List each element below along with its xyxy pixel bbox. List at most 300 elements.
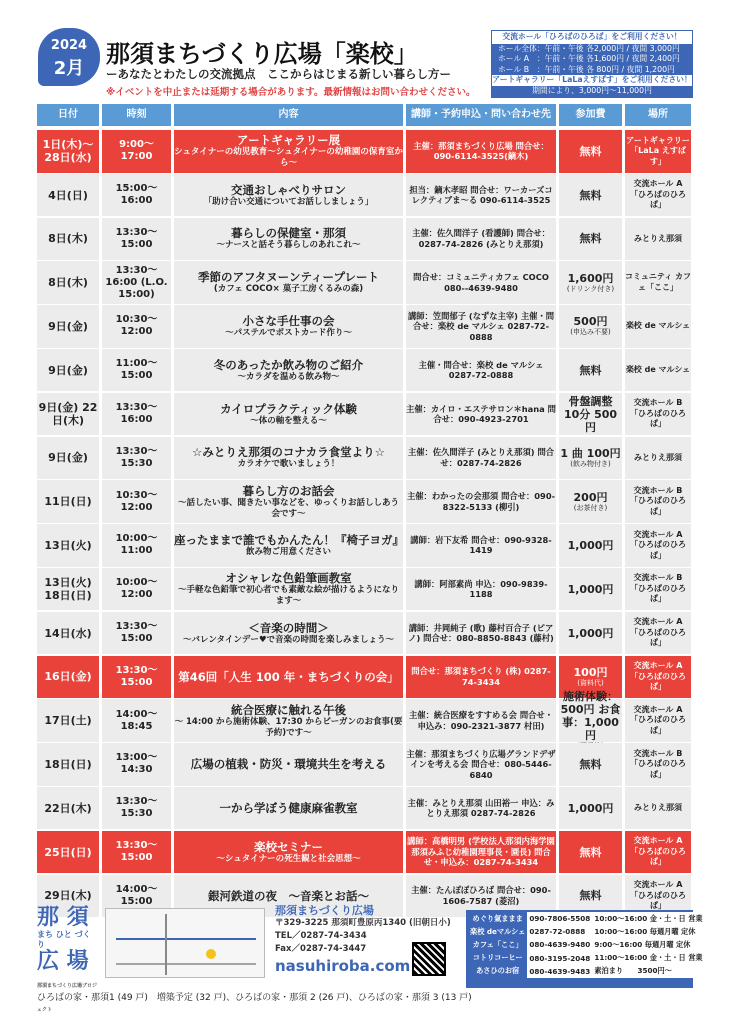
fee-note: (申込み不要)	[570, 328, 611, 337]
time-text: 13:30〜 15:30	[115, 796, 158, 820]
event-content	[174, 437, 403, 480]
event-place	[625, 831, 691, 874]
place-text: 交流ホール A 「ひろばのひろば」	[630, 179, 686, 210]
event-date	[37, 174, 99, 217]
event-place	[625, 524, 691, 567]
event-date	[37, 568, 99, 611]
table-row	[37, 393, 694, 436]
event-time	[102, 305, 171, 348]
date-text: 4日(日)	[48, 188, 88, 202]
gallery-price: 期間により、3,000円〜11,000円	[532, 85, 652, 95]
access-map	[105, 908, 265, 978]
fee-text: 施術体験：500円 お食事：1,000円	[560, 690, 621, 743]
header	[0, 0, 730, 100]
place-text: 楽校 de マルシェ	[625, 321, 691, 331]
fee-text: 1,600円	[567, 271, 614, 285]
date-text: 8日(木)	[48, 276, 88, 290]
time-text: 14:00〜 15:00	[115, 883, 158, 907]
event-time	[102, 393, 171, 436]
event-date	[37, 831, 99, 874]
event-place	[625, 787, 691, 830]
event-content	[174, 524, 403, 567]
event-fee	[559, 568, 622, 611]
col-fee: 参加費	[559, 104, 622, 126]
place-text: 交流ホール B 「ひろばのひろば」	[630, 398, 686, 429]
event-contact	[406, 174, 556, 217]
event-subtitle: 〜パステルでポストカード作り〜	[225, 327, 352, 338]
event-place	[625, 656, 691, 699]
date-text: 22日(木)	[44, 801, 92, 815]
notice-text: ※イベントを中止または延期する場合があります。最新情報はお問い合わせください。	[106, 87, 476, 98]
time-text: 13:30〜 15:00	[115, 621, 158, 645]
date-text: 16日(金)	[44, 670, 92, 684]
page-subtitle: ーあなたとわたしの交流拠点 ここからはじまる新しい暮らし方ー	[106, 67, 451, 81]
qr-code-icon	[412, 942, 446, 976]
hall-head: 交流ホール「ひろばのひろば」をご利用ください！	[492, 31, 692, 44]
event-subtitle: 〜ナースと話そう暮らしのあれこれ〜	[216, 240, 361, 251]
shop-info: 素泊まり 3500円〜	[592, 965, 704, 978]
contact-text: 講師：阿部素尚 申込：090-9839-1188	[414, 578, 548, 600]
event-subtitle: 〜体の軸を整える〜	[250, 415, 327, 426]
event-time	[102, 437, 171, 480]
event-content	[174, 305, 403, 348]
shop-row	[468, 965, 705, 978]
event-title: 広場の植栽・防災・環境共生を考える	[190, 757, 387, 772]
hall-rate: ホール A ：午前・午後 各1,600円 / 夜間 2,400円	[498, 54, 680, 63]
map-graphic	[106, 909, 264, 977]
fee-text: 無料	[579, 363, 602, 377]
event-title: 統合医療に触れる午後	[231, 702, 346, 717]
event-fee	[559, 831, 622, 874]
event-contact	[406, 831, 556, 874]
shop-list	[466, 910, 703, 988]
time-text: 10:00〜 12:00	[115, 577, 158, 601]
shop-info: 10:00〜16:00 毎週月曜 定休	[592, 925, 704, 938]
fax: Fax／0287-74-3447	[275, 944, 367, 954]
time-text: 13:30〜16:00 (L.O. 15:00)	[105, 264, 168, 300]
contact-text: 主催：統合医療をすすめる会 問合せ・申込み：090-2321-3877 村田)	[408, 710, 554, 731]
event-time	[102, 656, 171, 699]
event-fee	[559, 743, 622, 786]
table-row	[37, 130, 694, 173]
fee-text: 無料	[579, 889, 602, 903]
contact-text: 講師：岩下友希 問合せ：090-9328-1419	[410, 534, 552, 556]
event-fee	[559, 612, 622, 655]
logo-mid: まち ひと づくり	[37, 930, 91, 949]
place-text: アートギャラリー「LaLa えすぱす」	[626, 135, 690, 166]
place-text: 交流ホール B 「ひろばのひろば」	[630, 573, 686, 604]
fee-text: 1,000円	[567, 538, 614, 552]
place-text: 交流ホール A 「ひろばのひろば」	[630, 880, 686, 911]
event-contact	[406, 130, 556, 173]
event-place	[625, 174, 691, 217]
footer	[0, 898, 730, 1024]
event-subtitle: 飲み物ご用意ください	[245, 546, 331, 557]
gallery-head: アートギャラリー「LaLaえすぱす」をご利用ください！	[492, 75, 692, 84]
event-subtitle: シュタイナーの幼児教育〜シュタイナーの幼稚園の保育室から〜	[174, 147, 403, 169]
table-row	[37, 612, 694, 655]
housing-note: ひろばの家・那須1 (49 戸) 増築予定 (32 戸)、ひろばの家・那須 2 (26 戸)、ひろばの家・那須 3 (13 戸)	[37, 993, 472, 1003]
event-content	[174, 743, 403, 786]
event-place	[625, 437, 691, 480]
contact-text: 主催：那須まちづくり広場 問合せ：090-6114-3525(鏑木)	[413, 140, 549, 162]
date-text: 9日(金)	[48, 451, 88, 465]
date-text: 1日(木)〜 28日(水)	[42, 138, 94, 165]
table-row	[37, 524, 694, 567]
event-title: オシャレな色鉛筆画教室	[225, 571, 352, 586]
date-text: 8日(木)	[48, 232, 88, 246]
event-title: 暮らしの保健室・那須	[231, 226, 346, 241]
event-place	[625, 568, 691, 611]
table-row	[37, 787, 694, 830]
event-fee	[559, 218, 622, 261]
date-text: 13日(火)	[44, 538, 92, 552]
event-fee	[559, 524, 622, 567]
shop-name: 楽校 deマルシェ	[470, 926, 526, 936]
place-text: 交流ホール B 「ひろばのひろば」	[630, 485, 686, 516]
event-contact	[406, 393, 556, 436]
event-content	[174, 393, 403, 436]
event-place	[625, 480, 691, 523]
event-date	[37, 349, 99, 392]
col-date: 日付	[37, 104, 99, 126]
event-fee	[559, 690, 622, 743]
event-place	[625, 218, 691, 261]
contact-text: 主催：佐久間洋子 (看護師) 問合せ：0287-74-2826 (みとりえ那須)	[412, 228, 550, 249]
event-time	[102, 612, 171, 655]
date-text: 9日(金)	[48, 363, 88, 377]
fee-text: 無料	[579, 232, 602, 246]
place-text: みとりえ那須	[634, 452, 682, 462]
event-time	[102, 349, 171, 392]
event-date	[37, 218, 99, 261]
contact-text: 主催：たんぽぽひろば 問合せ：090-1606-7587 (菱沼)	[411, 885, 551, 906]
place-text: 交流ホール A 「ひろばのひろば」	[630, 617, 686, 648]
event-subtitle: 〜 14:00 から施術体験、17:30 からビーガンのお食事(要予約)です〜	[174, 716, 403, 738]
event-subtitle: 〜話したい事、聞きたい事などを、ゆっくりお話ししあう会です〜	[178, 497, 399, 519]
col-content: 内容	[174, 104, 403, 126]
table-row	[37, 437, 694, 480]
event-title: 銀河鉄道の夜 〜音楽とお話〜	[208, 888, 369, 903]
time-text: 10:00〜 11:00	[115, 533, 158, 557]
fee-text: 無料	[579, 845, 602, 859]
event-contact	[406, 218, 556, 261]
contact-text: 講師：井岡純子 (歌) 藤村百合子 (ピアノ) 問合せ：080-8850-8843 (藤村)	[408, 622, 554, 644]
event-subtitle: カラオケで歌いましょう！	[237, 459, 340, 470]
fee-text: 1,000円	[567, 626, 614, 640]
event-contact	[406, 305, 556, 348]
event-title: 一から学ぼう健康麻雀教室	[219, 801, 358, 816]
event-subtitle: 〜カラダを温める飲み物〜	[237, 371, 340, 382]
event-title: 第46回「人生 100 年・まちづくりの会」	[178, 669, 399, 684]
event-content	[174, 130, 403, 173]
event-title: 小さな手仕事の会	[242, 313, 335, 328]
time-text: 13:30〜 15:00	[115, 226, 158, 250]
event-contact	[406, 349, 556, 392]
contact-text: 主催：那須まちづくり広場グランドデザインを考える会 問合せ：080-5446-6840	[406, 748, 556, 780]
event-fee	[559, 349, 622, 392]
table-row	[37, 305, 694, 348]
table-header	[37, 104, 694, 126]
event-title: 季節のアフタヌーンティープレート	[197, 270, 379, 285]
event-content	[174, 787, 403, 830]
event-title: 冬のあったか飲み物のご紹介	[213, 357, 364, 372]
contact-text: 主催・問合せ：楽校 de マルシェ 0287-72-0888	[418, 359, 544, 381]
shop-tel: 0287-72-0888	[527, 925, 592, 938]
event-contact	[406, 524, 556, 567]
org-name: 那須まちづくり広場	[275, 904, 374, 917]
event-date	[37, 130, 99, 173]
date-text: 9日(金)	[48, 319, 88, 333]
table-row	[37, 743, 694, 786]
logo-bottom: 広 場	[37, 949, 89, 974]
fee-note: (お茶付き)	[573, 503, 608, 512]
fee-text: 無料	[579, 188, 602, 202]
event-time	[102, 831, 171, 874]
contact-text: 主催：佐久間洋子 (みとりえ那須) 問合せ：0287-74-2826	[407, 447, 555, 468]
event-subtitle: 〜手軽な色鉛筆で初心者でも素敵な絵が描けるようになります〜	[177, 585, 399, 607]
table-row	[37, 349, 694, 392]
event-contact	[406, 656, 556, 699]
date-text: 11日(日)	[44, 495, 92, 509]
event-fee	[559, 480, 622, 523]
contact-text: 講師：高橋明男 (学校法人那須内海学園 那須みふじ幼稚園理事長・園長) 問合せ・申込み：0287-74-3434	[407, 836, 555, 868]
event-content	[174, 656, 403, 699]
event-date	[37, 656, 99, 699]
event-fee	[559, 174, 622, 217]
event-fee	[559, 261, 622, 304]
contact-text: 問合せ：那須まちづくり (株) 0287-74-3434	[411, 666, 551, 687]
table-row	[37, 568, 694, 611]
contact-text: 主催：わかったの会那須 問合せ：090-8322-5133 (柳引)	[406, 491, 556, 512]
time-text: 9:00〜 17:00	[119, 139, 154, 163]
fee-note: (資料代)	[577, 678, 604, 687]
time-text: 15:00〜 16:00	[115, 183, 158, 207]
date-text: 25日(日)	[44, 845, 92, 859]
place-text: 交流ホール A 「ひろばのひろば」	[630, 661, 686, 692]
time-text: 13:30〜 15:00	[115, 664, 158, 688]
event-contact	[406, 743, 556, 786]
event-date	[37, 393, 99, 436]
event-time	[102, 480, 171, 523]
event-time	[102, 130, 171, 173]
date-text: 9日(金) 22日(木)	[38, 401, 98, 428]
event-subtitle: 〜バレンタインデー♥で音楽の時間を楽しみましょう〜	[183, 634, 394, 645]
event-place	[625, 261, 691, 304]
time-text: 11:00〜 15:00	[115, 358, 158, 382]
event-content	[174, 568, 403, 611]
event-content	[174, 174, 403, 217]
table-row	[37, 174, 694, 217]
event-date	[37, 305, 99, 348]
fee-text: 1,000円	[567, 801, 614, 815]
table-row	[37, 831, 694, 874]
event-title: カイロプラクティック体験	[220, 401, 357, 416]
event-time	[102, 568, 171, 611]
event-date	[37, 437, 99, 480]
place-text: コミュニティ カフェ「ここ」	[625, 272, 691, 292]
contact-text: 主催：カイロ・エステサロン＊hana 問合せ：090-4923-2701	[406, 403, 556, 425]
event-content	[174, 831, 403, 874]
hall-rate: ホール全体：午前・午後 各2,000円 / 夜間 3,000円	[498, 43, 680, 53]
fee-text: 1 曲 100円	[560, 446, 621, 460]
fee-text: 無料	[579, 757, 602, 771]
date-text: 18日(日)	[44, 757, 92, 771]
event-date	[37, 699, 99, 742]
event-place	[625, 699, 691, 742]
event-place	[625, 305, 691, 348]
event-contact	[406, 699, 556, 742]
event-contact	[406, 480, 556, 523]
shop-tel: 090-7806-5508	[527, 912, 592, 925]
table-row	[37, 480, 694, 523]
event-date	[37, 480, 99, 523]
fee-text: 500円	[573, 315, 608, 329]
event-contact	[406, 437, 556, 480]
event-title: 暮らし方のお話会	[242, 483, 335, 498]
contact-text: 担当：鏑木孝昭 問合せ：ワーカーズコレクティブま〜る 090-6114-3525	[409, 184, 553, 206]
place-text: 交流ホール B 「ひろばのひろば」	[630, 748, 686, 779]
time-text: 10:30〜 12:00	[115, 314, 158, 338]
date-text: 13日(火) 18日(日)	[44, 576, 92, 603]
event-fee	[559, 393, 622, 436]
event-subtitle: 〜シュタイナーの死生観と社会思想〜	[216, 853, 361, 864]
event-date	[37, 524, 99, 567]
event-place	[625, 130, 691, 173]
event-time	[102, 261, 171, 304]
col-time: 時刻	[102, 104, 171, 126]
place-text: 交流ホール A 「ひろばのひろば」	[630, 529, 686, 560]
time-text: 10:30〜 12:00	[115, 489, 158, 513]
fee-text: 1,000円	[567, 582, 614, 596]
shop-name: カフェ「ここ」	[472, 939, 523, 949]
event-time	[102, 743, 171, 786]
event-time	[102, 218, 171, 261]
event-time	[102, 699, 171, 742]
event-place	[625, 349, 691, 392]
fee-text: 100円	[573, 665, 608, 679]
event-date	[37, 261, 99, 304]
event-fee	[559, 787, 622, 830]
event-title: ＜音楽の時間＞	[248, 620, 329, 635]
shop-row	[468, 952, 705, 965]
shop-row	[468, 938, 705, 951]
date-text: 14日(水)	[44, 626, 92, 640]
date-text: 17日(土)	[44, 714, 92, 728]
place-text: 楽校 de マルシェ	[625, 364, 691, 374]
shop-name: コトリコーヒー	[472, 953, 523, 963]
event-time	[102, 524, 171, 567]
event-title: 座ったままで誰でもかんたん！『椅子ヨガ』	[174, 532, 404, 547]
table-row	[37, 261, 694, 304]
time-text: 13:30〜 15:30	[115, 445, 158, 469]
event-date	[37, 743, 99, 786]
event-content	[174, 349, 403, 392]
event-date	[37, 612, 99, 655]
address: 〒329-3225 那須町豊原丙1340 (旧朝日小)	[275, 918, 451, 928]
event-time	[102, 174, 171, 217]
hall-rate: ホール B ：午前・午後 各 800円 / 夜間 1,200円	[498, 64, 675, 74]
event-content	[174, 480, 403, 523]
event-fee	[559, 130, 622, 173]
place-text: 交流ホール A 「ひろばのひろば」	[630, 704, 686, 735]
year-label: 2024	[50, 38, 88, 53]
event-place	[625, 612, 691, 655]
logo-tiny: 那須まちづくり広場ブロジェクト	[37, 983, 97, 1013]
contact-text: 主催：みとりえ那須 山田裕一 申込：みとりえ那須 0287-74-2826	[407, 797, 555, 819]
shop-info: 10:00〜16:00 金・土・日 営業	[592, 912, 704, 925]
event-contact	[406, 568, 556, 611]
event-subtitle: 「助け合い交通についてお話ししましょう」	[203, 196, 374, 207]
shop-tel: 080-4639-9483	[527, 965, 592, 978]
event-title: 交通おしゃべりサロン	[231, 182, 346, 197]
fee-note: (ドリンク付き)	[566, 284, 615, 293]
event-place	[625, 743, 691, 786]
event-place	[625, 393, 691, 436]
place-text: みとりえ那須	[634, 802, 682, 812]
fee-note: (飲み物付き)	[570, 459, 611, 468]
shop-row	[468, 925, 705, 938]
event-fee	[559, 437, 622, 480]
shop-tel: 080-4639-9480	[527, 938, 592, 951]
logo	[37, 906, 97, 1022]
time-text: 13:30〜 16:00	[115, 402, 158, 426]
event-subtitle: (カフェ COCO× 菓子工房くるみの森)	[213, 284, 364, 295]
date-text: 29日(木)	[44, 889, 92, 903]
shop-name: あさひのお宿	[476, 966, 520, 976]
event-content	[174, 218, 403, 261]
event-contact	[406, 787, 556, 830]
event-contact	[406, 261, 556, 304]
shop-row	[468, 912, 705, 925]
fee-text: 無料	[579, 144, 602, 158]
event-title: 楽校セミナー	[254, 839, 323, 854]
event-fee	[559, 305, 622, 348]
col-place: 場所	[625, 104, 691, 126]
fee-text: 骨盤調整 10分 500円	[563, 394, 618, 434]
place-text: みとりえ那須	[634, 233, 682, 243]
time-text: 13:00〜 14:30	[115, 752, 158, 776]
time-text: 13:30〜 15:00	[115, 840, 158, 863]
event-contact	[406, 612, 556, 655]
event-date	[37, 787, 99, 830]
col-contact: 講師・予約申込・問い合わせ先	[406, 104, 556, 126]
place-text: 交流ホール A 「ひろばのひろば」	[630, 836, 686, 867]
event-content	[174, 612, 403, 655]
table-row	[37, 690, 694, 743]
event-table	[37, 130, 694, 918]
page-title: 那須まちづくり広場「楽校」	[106, 40, 418, 68]
shop-name: めぐり氣ままま	[472, 913, 523, 923]
website-link[interactable]: nasuhiroba.com	[275, 957, 411, 975]
contact-text: 講師：笠間郁子 (なずな主宰) 主催・問合せ：楽校 de マルシェ 0287-72-0888	[407, 310, 555, 342]
month-label: 2月	[53, 58, 85, 79]
event-content	[174, 261, 403, 304]
shop-info: 9:00〜16:00 毎週月曜 定休	[592, 938, 704, 951]
shop-tel: 080-3195-2048	[527, 952, 592, 965]
fee-text: 200円	[573, 490, 608, 504]
time-text: 14:00〜 18:45	[115, 708, 158, 732]
event-time	[102, 787, 171, 830]
tel: TEL／0287-74-3434	[275, 931, 367, 941]
table-row	[37, 218, 694, 261]
month-badge	[38, 28, 100, 86]
logo-top: 那 須	[37, 905, 89, 930]
event-title: アートギャラリー展	[236, 133, 341, 148]
contact-text: 問合せ：コミュニティカフェ COCO 080-‐4639-9480	[413, 272, 549, 293]
event-title: ☆みとりえ那須のコナカラ食堂より☆	[192, 445, 385, 460]
hall-rental-box	[491, 30, 693, 98]
